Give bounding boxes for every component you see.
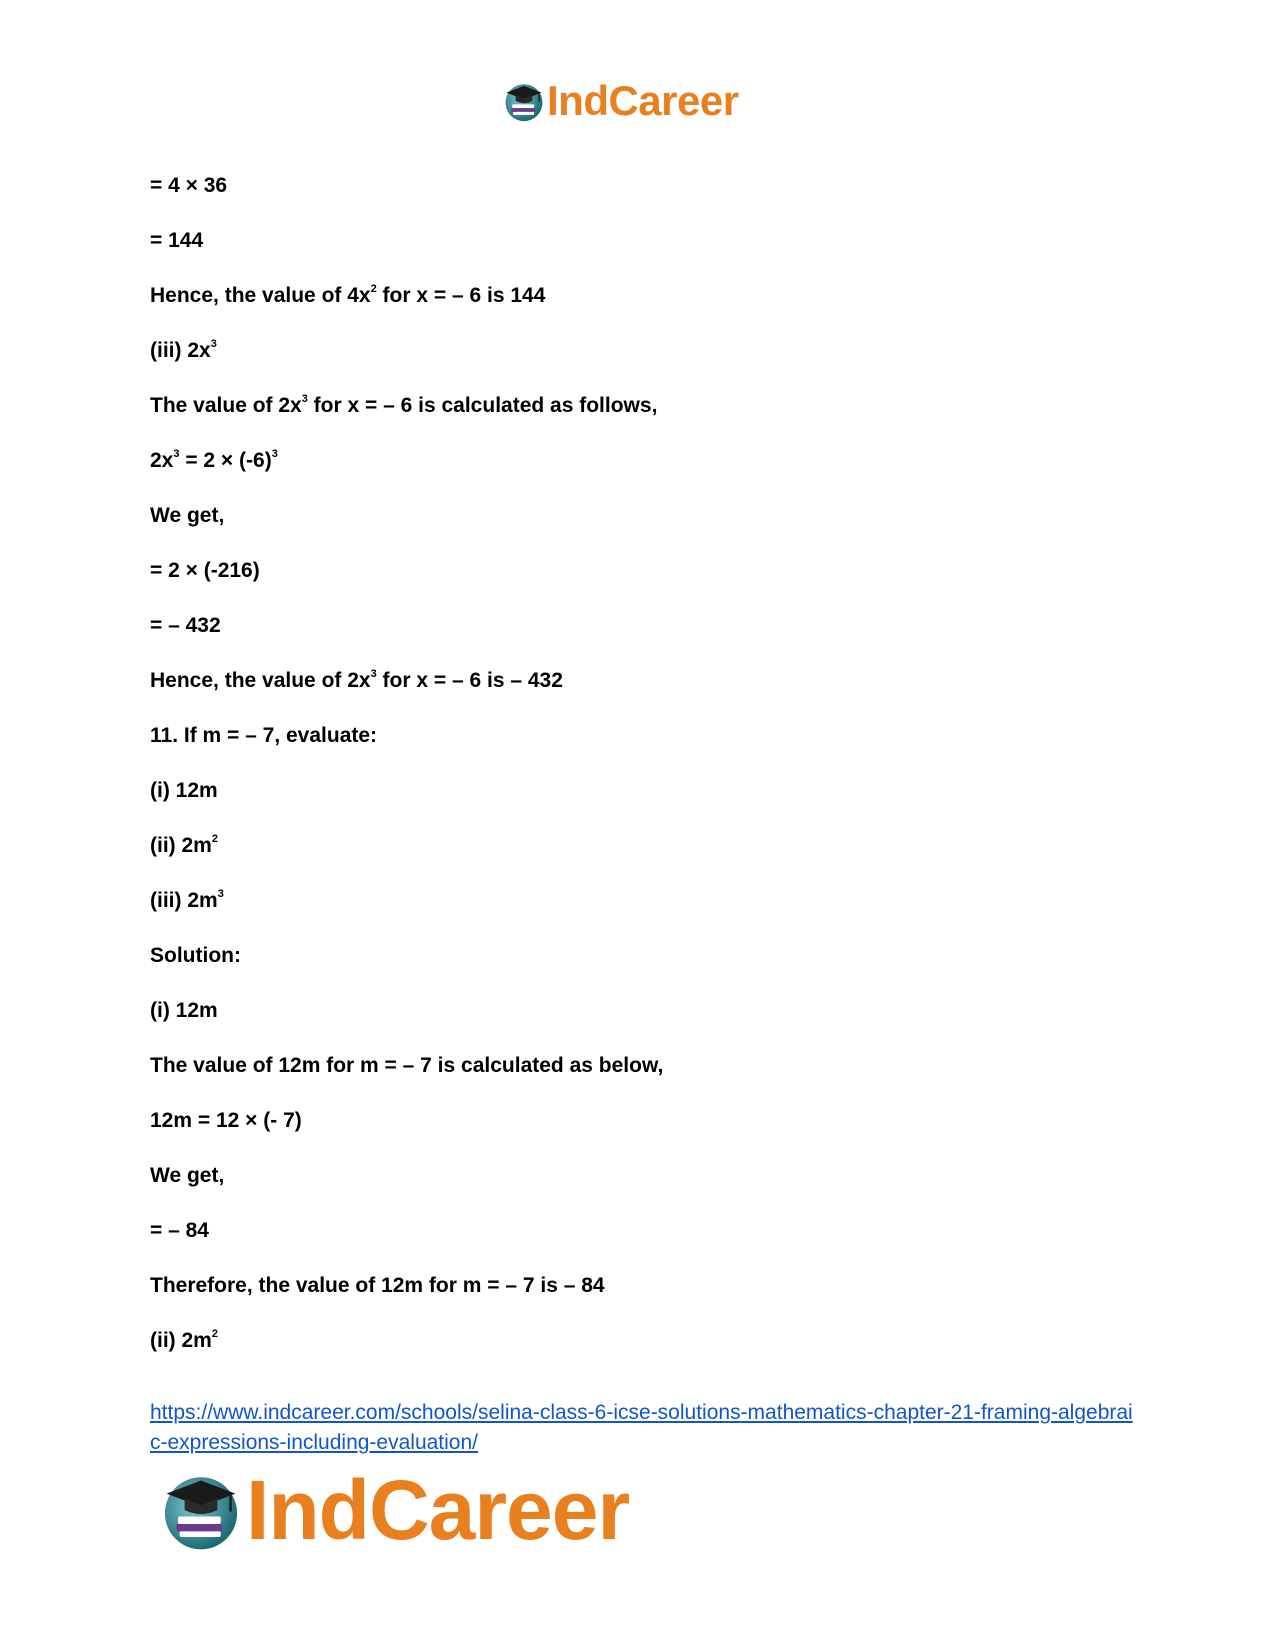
source-url-link[interactable]: https://www.indcareer.com/schools/selina-class-6-icse-solutions-mathematics-chapter-21-framing-algebraic-expressions-including-evaluation/ — [150, 1401, 1133, 1454]
text-segment: = 144 — [150, 229, 204, 252]
text-line — [150, 1054, 1130, 1078]
text-segment: 2x — [150, 449, 174, 472]
text-line — [150, 1219, 1130, 1243]
text-segment: 11. If m = – 7, evaluate: — [150, 724, 378, 747]
text-line — [150, 229, 1130, 253]
text-segment: = – 432 — [150, 614, 221, 637]
logo-wordmark: IndCareer — [547, 77, 739, 124]
text-segment: We get, — [150, 1164, 225, 1187]
text-segment: Therefore, the value of 12m for m = – 7 is – 84 — [150, 1274, 605, 1297]
text-segment: = 2 × (-6) — [179, 449, 272, 472]
footer-logo — [160, 1463, 630, 1557]
text-segment: Hence, the value of 2x — [150, 669, 371, 692]
text-line — [150, 999, 1130, 1023]
text-segment: (ii) 2m — [150, 1329, 212, 1352]
text-segment: 12m = 12 × (- 7) — [150, 1109, 302, 1132]
text-segment: for x = – 6 is 144 — [376, 284, 546, 307]
text-line — [150, 1329, 1130, 1353]
text-segment: Hence, the value of 4x — [150, 284, 371, 307]
text-line — [150, 1109, 1130, 1133]
superscript-exponent: 3 — [370, 668, 377, 680]
text-line — [150, 614, 1130, 638]
graduation-cap-books-globe-icon — [503, 80, 545, 122]
text-segment: (iii) 2x — [150, 339, 211, 362]
text-line — [150, 724, 1130, 748]
text-segment: We get, — [150, 504, 225, 527]
superscript-exponent: 2 — [211, 1328, 218, 1340]
text-segment: = 2 × (-216) — [150, 559, 260, 582]
text-line — [150, 394, 1130, 418]
text-line — [150, 1164, 1130, 1188]
text-line — [150, 669, 1130, 693]
text-segment: Solution: — [150, 944, 241, 967]
text-segment: (ii) 2m — [150, 834, 212, 857]
text-line — [150, 339, 1130, 363]
text-line — [150, 504, 1130, 528]
header-logo — [503, 77, 739, 124]
text-line — [150, 284, 1130, 308]
superscript-exponent: 3 — [271, 448, 278, 460]
graduation-cap-books-globe-icon — [160, 1469, 242, 1551]
text-line — [150, 944, 1130, 968]
solution-content — [150, 174, 1130, 1384]
superscript-exponent: 3 — [173, 448, 180, 460]
superscript-exponent: 3 — [301, 393, 308, 405]
text-line — [150, 559, 1130, 583]
text-segment: (iii) 2m — [150, 889, 218, 912]
text-segment: = – 84 — [150, 1219, 209, 1242]
text-segment: for x = – 6 is – 432 — [376, 669, 563, 692]
text-segment: The value of 12m for m = – 7 is calculated as below, — [150, 1054, 664, 1077]
superscript-exponent: 2 — [211, 833, 218, 845]
text-line — [150, 834, 1130, 858]
text-line — [150, 449, 1130, 473]
text-segment: for x = – 6 is calculated as follows, — [307, 394, 658, 417]
text-line — [150, 174, 1130, 198]
text-segment: The value of 2x — [150, 394, 302, 417]
text-segment: (i) 12m — [150, 999, 218, 1022]
superscript-exponent: 3 — [210, 338, 217, 350]
text-segment: (i) 12m — [150, 779, 218, 802]
logo-wordmark: IndCareer — [246, 1463, 630, 1557]
superscript-exponent: 2 — [370, 283, 377, 295]
text-line — [150, 1274, 1130, 1298]
superscript-exponent: 3 — [217, 888, 224, 900]
text-line — [150, 889, 1130, 913]
text-segment: = 4 × 36 — [150, 174, 228, 197]
text-line — [150, 779, 1130, 803]
